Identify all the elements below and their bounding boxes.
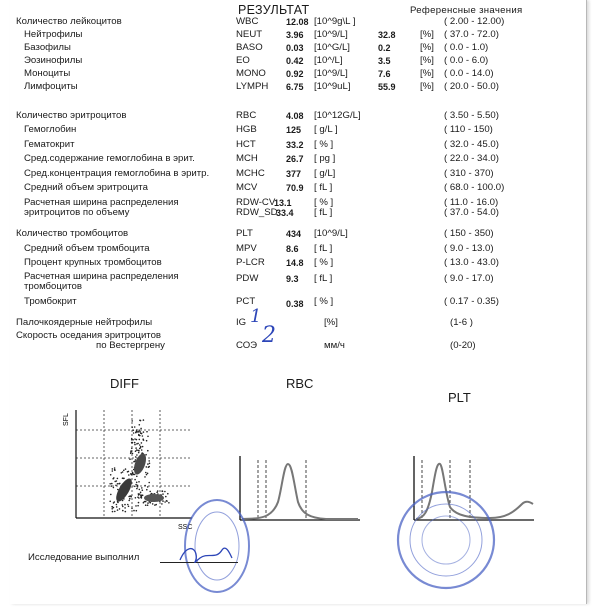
rbc-distribution-curve <box>242 464 358 519</box>
wbc-value: 0.03 <box>286 43 304 53</box>
wbc-percent: 55.9 <box>378 82 396 92</box>
rbc-abbr: RBC <box>236 110 257 121</box>
handwritten-signature <box>176 540 236 570</box>
rbc-abbr: HGB <box>236 124 257 136</box>
pdw-ref: ( 9.0 - 17.0) <box>444 273 494 284</box>
wbc-percent-unit: [%] <box>420 42 434 53</box>
wbc-value: 12.08 <box>286 17 309 27</box>
wbc-row-neut <box>10 29 586 41</box>
wbc-name: Нейтрофилы <box>24 29 83 40</box>
ig-unit: [%] <box>324 317 338 328</box>
esr-unit: мм/ч <box>324 340 345 351</box>
rbc-ref: ( 310 - 370) <box>444 167 494 179</box>
rbc-unit: [ fL ] <box>314 182 333 193</box>
wbc-ref: ( 37.0 - 72.0) <box>444 29 499 40</box>
wbc-ref: ( 2.00 - 12.00) <box>444 16 505 27</box>
rbc-unit: [ % ] <box>314 138 334 150</box>
rbc-name: Гемоглобин <box>24 124 77 136</box>
wbc-abbr: MONO <box>236 68 266 79</box>
rdw-sd-ref: ( 37.0 - 54.0) <box>444 207 499 218</box>
lab-report-sheet <box>10 0 587 604</box>
plt-abbr: PLT <box>236 228 253 239</box>
wbc-percent: 32.8 <box>378 30 396 40</box>
esr-name-line2: по Вестергрену <box>96 340 165 351</box>
wbc-ref: ( 0.0 - 1.0) <box>444 42 489 53</box>
rbc-ref: ( 3.50 - 5.50) <box>444 110 499 121</box>
plt-name: Средний объем тромбоцита <box>24 242 150 254</box>
rdw-row <box>10 198 586 222</box>
pdw-unit: [ fL ] <box>314 273 333 284</box>
rbc-value: 33.2 <box>286 139 304 150</box>
result-header: РЕЗУЛЬТАТ <box>238 3 310 17</box>
wbc-name: Количество лейкоцитов <box>16 16 122 27</box>
wbc-value: 0.42 <box>286 56 304 66</box>
wbc-row-mono <box>10 68 586 80</box>
rbc-unit: [ pg ] <box>314 153 336 165</box>
wbc-ref: ( 20.0 - 50.0) <box>444 81 499 92</box>
plt-ref: ( 150 - 350) <box>444 228 494 239</box>
pdw-name-line2: тромбоцитов <box>24 281 82 292</box>
ig-ref: (1-6 ) <box>450 317 473 328</box>
rdw-sd-abbr: RDW_SD <box>236 207 278 218</box>
rbc-row-mchc <box>10 168 586 180</box>
rbc-ref: ( 68.0 - 100.0) <box>444 182 505 193</box>
wbc-percent: 3.5 <box>378 56 391 66</box>
wbc-row-lymph <box>10 81 586 93</box>
rbc-unit: [ g/L ] <box>314 124 338 136</box>
pct-unit: [ % ] <box>314 296 334 307</box>
wbc-ref: ( 0.0 - 6.0) <box>444 55 489 66</box>
rbc-value: 26.7 <box>286 154 304 165</box>
plt-unit: [10^9/L] <box>314 228 348 239</box>
plt-value: 434 <box>286 229 302 239</box>
wbc-name: Моноциты <box>24 68 71 79</box>
wbc-abbr: EO <box>236 55 250 66</box>
plt-ref: ( 13.0 - 43.0) <box>444 257 499 268</box>
plt-chart-title: PLT <box>448 390 471 405</box>
wbc-ref: ( 0.0 - 14.0) <box>444 68 494 79</box>
reference-header: Референсные значения <box>410 5 523 16</box>
rdw-cv-ref: ( 11.0 - 16.0) <box>444 197 499 208</box>
ssc-axis-label: SSC <box>178 524 193 531</box>
rbc-abbr: MCV <box>236 182 258 193</box>
signature-label: Исследование выполнил <box>28 552 140 563</box>
rbc-row-mcv <box>10 182 586 194</box>
rbc-name: Гематокрит <box>24 138 75 150</box>
rbc-chart-title: RBC <box>286 376 314 391</box>
rbc-value: 70.9 <box>286 183 304 193</box>
plt-unit: [ % ] <box>314 257 334 268</box>
rbc-ref: ( 22.0 - 34.0) <box>444 153 499 165</box>
wbc-abbr: LYMPH <box>236 81 269 92</box>
wbc-abbr: WBC <box>236 16 259 27</box>
plt-row-p-lcr <box>10 257 586 269</box>
wbc-row-wbc <box>10 16 586 28</box>
rbc-name: Сред.концентрация гемоглобина в эритр. <box>24 167 210 179</box>
plt-value: 14.8 <box>286 258 304 268</box>
rbc-name: Сред.содержание гемоглобина в эрит. <box>24 153 195 165</box>
wbc-abbr: NEUT <box>236 29 263 40</box>
wbc-unit: [10^/L] <box>314 55 343 66</box>
wbc-unit: [10^9/L] <box>314 68 348 79</box>
sfl-axis-label: SFL <box>63 413 70 426</box>
rbc-abbr: HCT <box>236 138 256 150</box>
rdw-cv-abbr: RDW-CV <box>236 197 276 208</box>
pct-name: Тромбокрит <box>24 296 77 307</box>
rdw-sd-unit: [ fL ] <box>314 207 333 218</box>
rdw-cv-value: 13.1 <box>274 198 292 208</box>
wbc-value: 3.96 <box>286 30 304 40</box>
ig-row <box>10 306 586 329</box>
rbc-row-rbc <box>10 110 586 122</box>
esr-abbr: СОЭ <box>236 340 258 351</box>
rdw-name-line1: Расчетная ширина распределения <box>24 197 179 208</box>
rdw-name-line2: эритроцитов по объему <box>24 207 130 218</box>
rbc-name: Средний объем эритроцита <box>24 182 148 193</box>
rbc-ref: ( 32.0 - 45.0) <box>444 138 499 150</box>
rbc-ref: ( 110 - 150) <box>444 124 493 136</box>
diff-chart-title: DIFF <box>110 376 139 391</box>
pdw-name-line1: Расчетная ширина распределения <box>24 271 179 282</box>
wbc-unit: [10^G/L] <box>314 42 350 53</box>
rbc-abbr: MCH <box>236 153 258 165</box>
ig-abbr: IG <box>236 317 247 328</box>
wbc-percent-unit: [%] <box>420 29 434 40</box>
plt-abbr: P-LCR <box>236 257 265 268</box>
plt-name: Процент крупных тромбоцитов <box>24 257 162 268</box>
esr-row <box>10 323 586 355</box>
wbc-value: 0.92 <box>286 69 304 79</box>
wbc-name: Базофилы <box>24 42 71 53</box>
plt-value: 8.6 <box>286 243 299 254</box>
esr-handwritten-value: 2 <box>262 323 276 348</box>
esr-name-line1: Скорость оседания эритроцитов <box>16 330 162 341</box>
ig-name: Палочкоядерные нейтрофилы <box>16 317 153 328</box>
rbc-value: 125 <box>286 125 302 136</box>
wbc-abbr: BASO <box>236 42 263 53</box>
rbc-unit: [10^12G/L] <box>314 110 361 121</box>
rbc-unit: [ g/L] <box>314 167 336 179</box>
plt-name: Количество тромбоцитов <box>16 228 129 239</box>
wbc-unit: [10^9uL] <box>314 81 351 92</box>
ig-handwritten-value: 1 <box>250 306 262 327</box>
plt-row-mpv <box>10 243 586 255</box>
rbc-value: 377 <box>286 168 302 179</box>
wbc-percent: 0.2 <box>378 43 391 53</box>
pdw-value: 9.3 <box>286 274 299 284</box>
rbc-value: 4.08 <box>286 111 304 121</box>
pct-row <box>10 296 586 308</box>
pct-value: 0.38 <box>286 299 304 309</box>
rbc-name: Количество эритроцитов <box>16 110 127 121</box>
esr-ref: (0-20) <box>450 340 476 351</box>
wbc-value: 6.75 <box>286 82 304 92</box>
wbc-name: Эозинофилы <box>24 55 83 66</box>
rbc-row-hgb <box>10 124 586 136</box>
wbc-percent-unit: [%] <box>420 81 434 92</box>
plt-ref: ( 9.0 - 13.0) <box>444 242 494 254</box>
pct-abbr: PCT <box>236 296 256 307</box>
wbc-unit: [10^9/L] <box>314 29 348 40</box>
rdw-cv-unit: [ % ] <box>314 197 334 208</box>
neut-cluster <box>144 494 164 502</box>
pdw-row <box>10 272 586 296</box>
rbc-row-mch <box>10 153 586 165</box>
plt-abbr: MPV <box>236 242 257 254</box>
pdw-abbr: PDW <box>236 273 259 284</box>
wbc-percent-unit: [%] <box>420 68 434 79</box>
rbc-abbr: MCHC <box>236 167 265 179</box>
plt-unit: [ fL ] <box>314 242 333 254</box>
rbc-row-hct <box>10 139 586 151</box>
plt-row-plt <box>10 228 586 240</box>
pct-ref: ( 0.17 - 0.35) <box>444 296 499 307</box>
wbc-percent: 7.6 <box>378 69 391 79</box>
wbc-row-baso <box>10 42 586 54</box>
wbc-unit: [10^9g\L ] <box>314 16 356 27</box>
right-stamp <box>394 488 498 592</box>
wbc-row-eo <box>10 55 586 67</box>
rdw-sd-value: 33.4 <box>276 208 294 218</box>
wbc-percent-unit: [%] <box>420 55 434 66</box>
wbc-name: Лимфоциты <box>24 81 78 92</box>
